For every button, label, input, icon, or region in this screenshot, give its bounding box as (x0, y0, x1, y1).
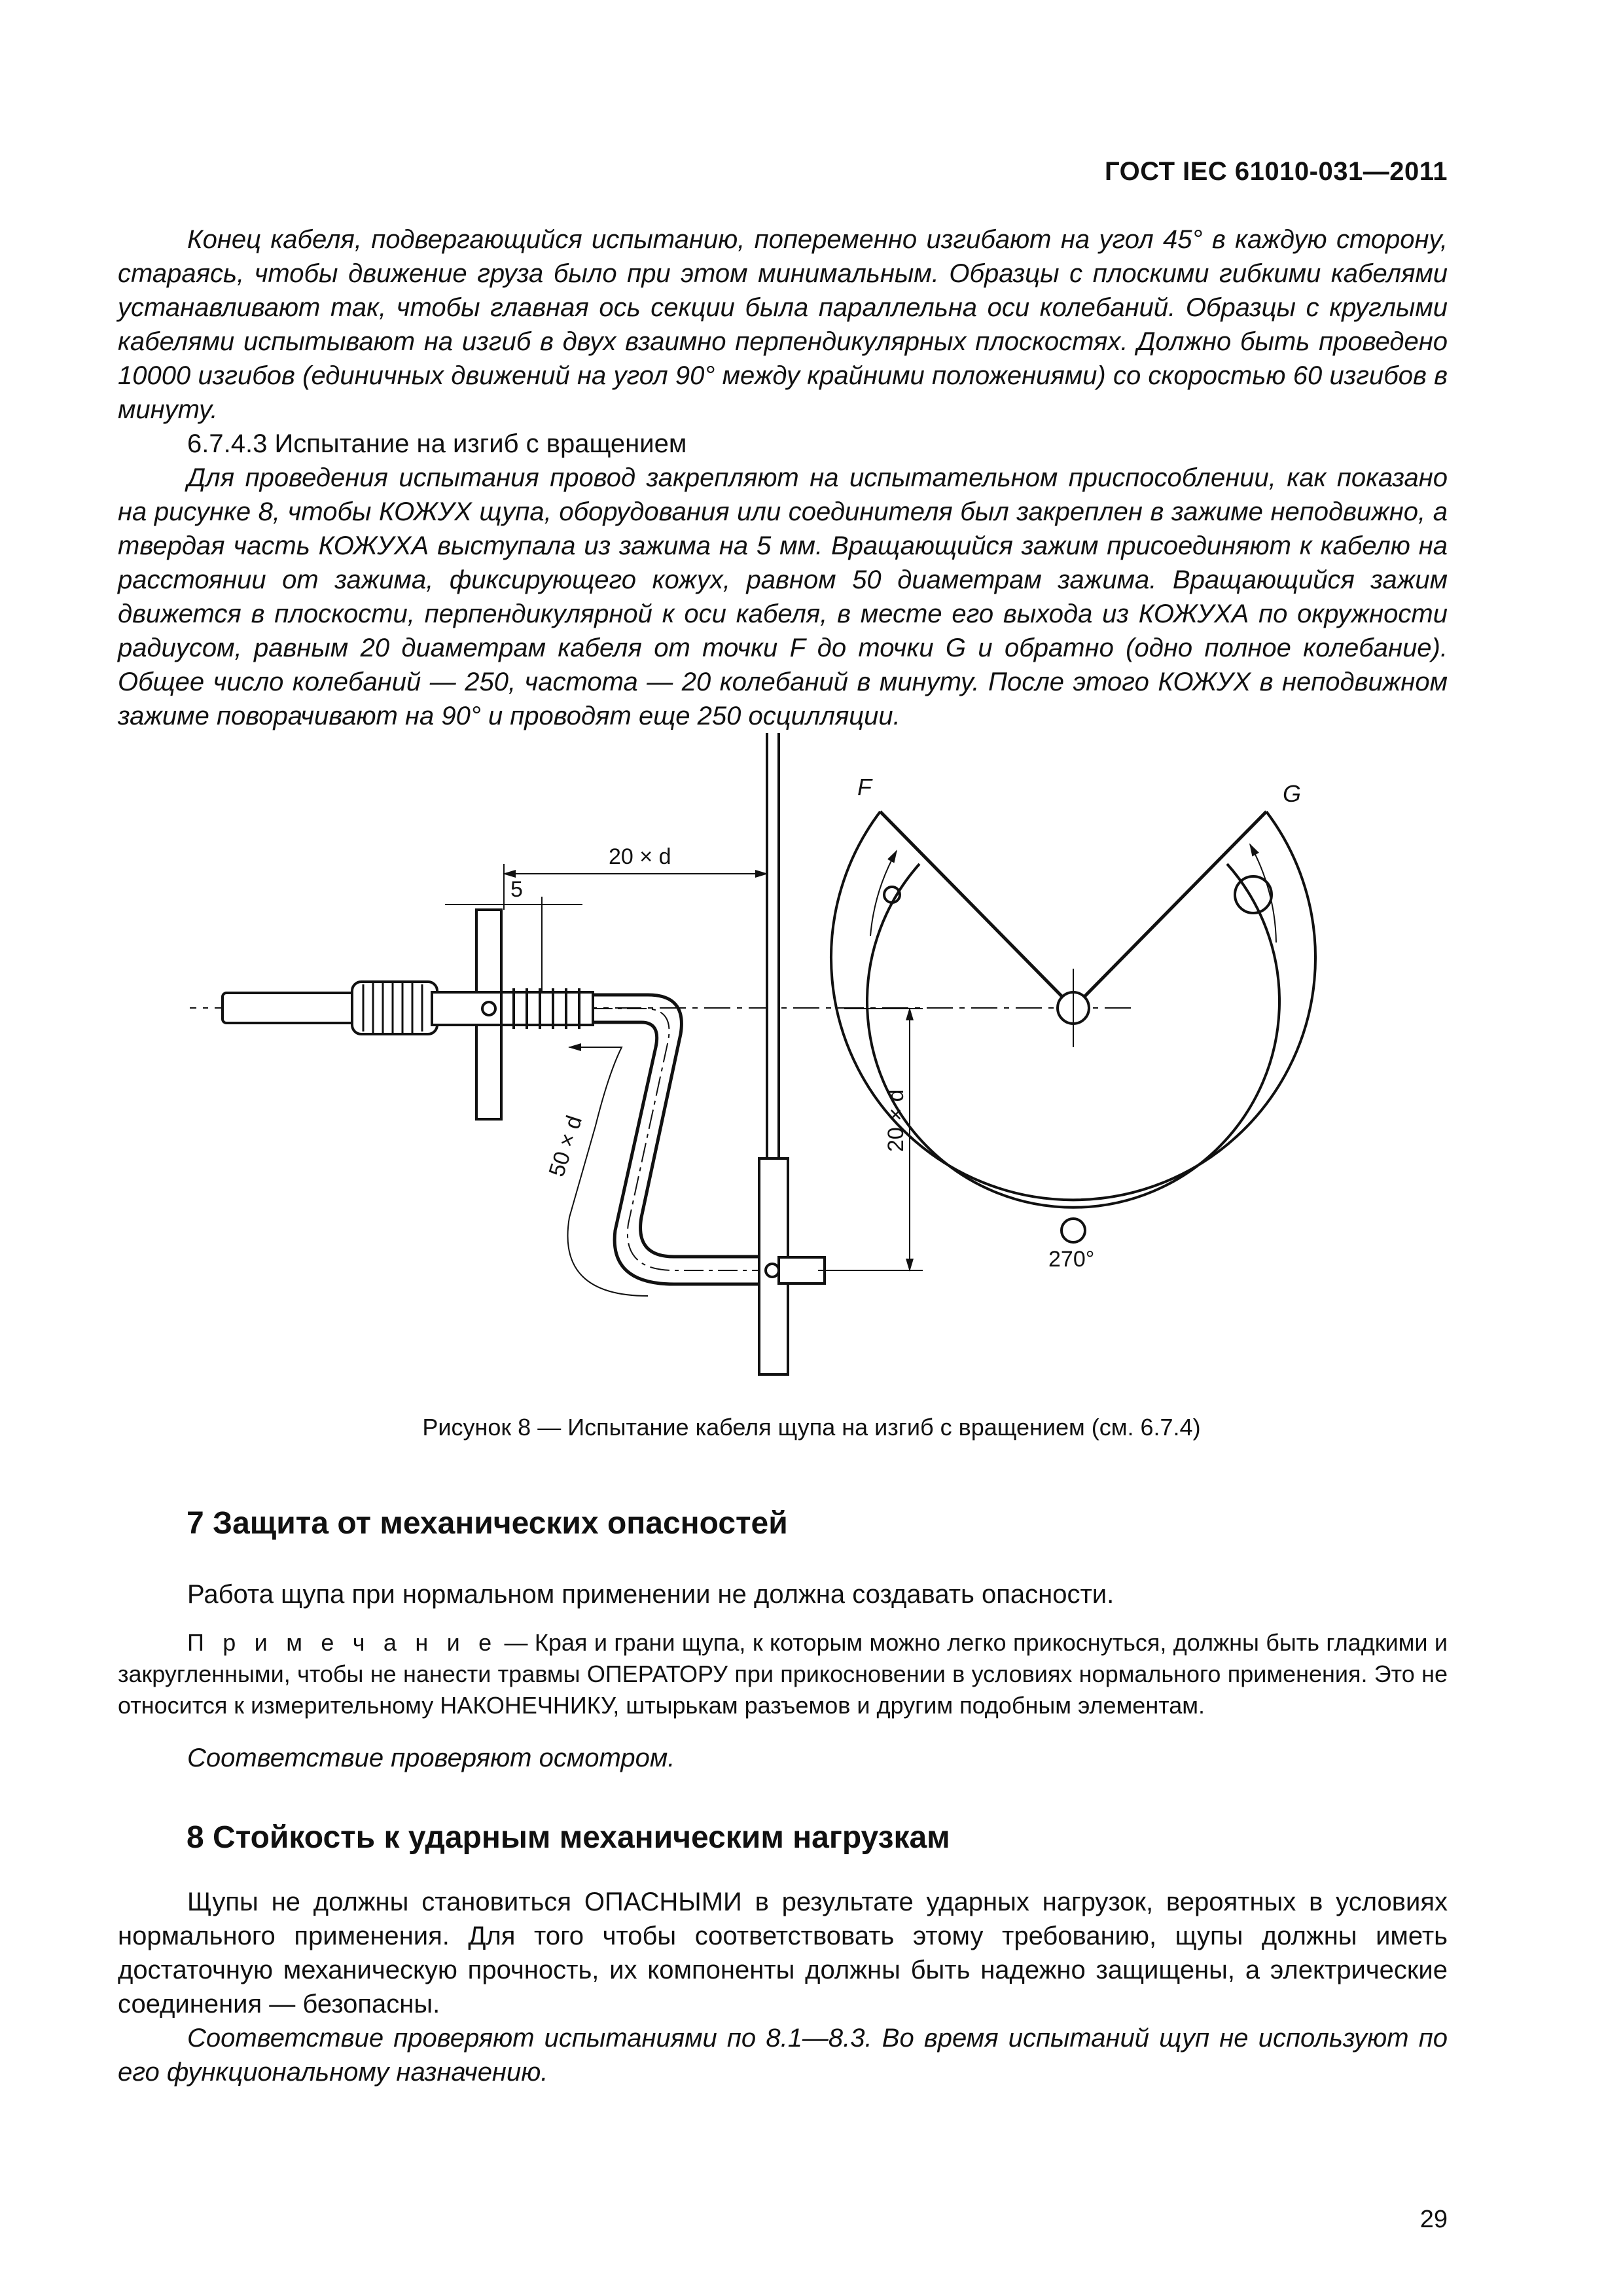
figure-8-drawing (190, 733, 1368, 1407)
probe-grip (352, 982, 437, 1034)
dim-5-label: 5 (510, 877, 523, 902)
cable-outer (593, 995, 779, 1257)
grip-knurling (363, 983, 422, 1033)
section-7-heading: 7 Защита от механических опасностей (187, 1506, 788, 1541)
section-7-note (118, 1627, 1448, 1721)
section-7-text: Работа щупа при нормальном применении не должна создавать опасности. (187, 1580, 1115, 1609)
dim-20d-side-label: 20 × d (883, 1089, 908, 1152)
section-8-body (118, 1885, 1448, 2089)
dim-20d-top-label: 20 × d (609, 844, 671, 869)
rotating-clamp-shaft (779, 1257, 825, 1283)
section-8-compliance: Соответствие проверяют испытаниями по 8.1—8.3. Во время испытаний щуп не используют по его функциональному назначению. (118, 2024, 1448, 2087)
section-7-body (118, 1577, 1448, 1775)
clause-6-7-4-2-body (118, 223, 1448, 733)
position-marker-270 (1061, 1219, 1085, 1242)
figure-8-caption: Рисунок 8 — Испытание кабеля щупа на изгиб с вращением (см. 6.7.4) (422, 1414, 1201, 1441)
point-F-label: F (857, 774, 872, 800)
cable-inner (593, 1022, 779, 1284)
section-7-compliance: Соответствие проверяют осмотром. (187, 1744, 675, 1772)
subclause-6-7-4-3-title: 6.7.4.3 Испытание на изгиб с вращением (187, 429, 687, 458)
dim-50d-label: 50 × d (544, 1112, 588, 1180)
arm-G (1073, 812, 1266, 1008)
rotating-rod (767, 733, 779, 1158)
arm-F (880, 812, 1073, 1008)
paragraph-bending-test: Конец кабеля, подвергающийся испытанию, попеременно изгибают на угол 45° в каждую сторону, стараясь, чтобы движение груза было при этом минимальным. Образцы с плоскими гибкими кабелями устанавливают так, чтобы главная ось секции была параллельна оси колебаний. Образцы с круглыми кабелями испытывают на изгиб в двух взаимно перпендикулярных плоскостях. Должно быть проведено 10000 изгибов (единичных движений на угол 90° между крайними положениями) со скоростью 60 изгибов в минуту. (118, 225, 1448, 424)
section-8-heading: 8 Стойкость к ударным механическим нагрузкам (187, 1820, 950, 1855)
strain-relief (501, 988, 593, 1029)
fixed-clamp-body (432, 992, 504, 1025)
note-text: — Края и грани щупа, к которым можно легко прикоснуться, должны быть гладкими и закругленными, чтобы не нанести травмы ОПЕРАТОРУ при прикосновении в условиях нормального применения. Это не относится к измерительному НАКОНЕЧНИКУ, штырькам разъемов и другим подобным элементам. (118, 1629, 1448, 1719)
point-G-label: G (1283, 780, 1302, 807)
section-8-text: Щупы не должны становиться ОПАСНЫМИ в результате ударных нагрузок, вероятных в условиях нормального применения. Для того чтобы соответствовать этому требованию, щупы должны иметь достаточную механическую прочность, их компоненты должны быть надежно защищены, а электрические соединения — безопасны. (118, 1888, 1448, 2018)
document-header: ГОСТ IEC 61010-031—2011 (1104, 157, 1448, 186)
angle-270-label: 270° (1048, 1247, 1095, 1272)
page-number: 29 (1419, 2206, 1448, 2233)
paragraph-rotation-test: Для проведения испытания провод закрепляют на испытательном приспособлении, как показано на рисунке 8, чтобы КОЖУХ щупа, оборудования или соединителя был закреплен в зажиме неподвижно, а твердая часть КОЖУХА выступала из зажима на 5 мм. Вращающийся зажим присоединяют к кабелю на расстоянии от зажима, фиксирующего кожух, равном 50 диаметрам зажима. Вращающийся зажим движется в плоскости, перпендикулярной к оси кабеля, в месте его выхода из КОЖУХА по окружности радиусом, равным 20 диаметрам кабеля от точки F до точки G и обратно (одно полное колебание). Общее число колебаний — 250, частота — 20 колебаний в минуту. После этого КОЖУХ в неподвижном зажиме поворачивают на 90° и проводят еще 250 осцилляции. (118, 463, 1448, 730)
note-label: П р и м е ч а н и е (187, 1629, 498, 1656)
